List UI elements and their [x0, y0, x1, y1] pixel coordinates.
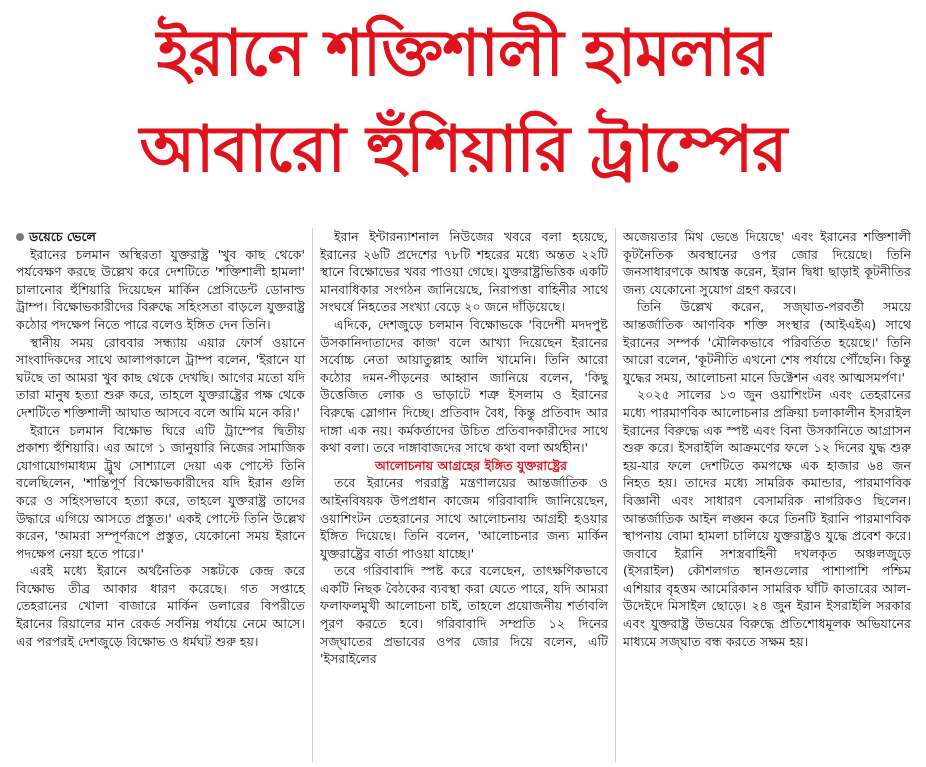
article-column-3 — [615, 228, 918, 762]
paragraph: এরই মধ্যে ইরানে অর্থনৈতিক সঙ্কটকে কেন্দ্র করে বিক্ষোভ তীব্র আকার ধারণ করেছে। গত সপ্তাহে তেহরানের খোলা বাজারে মার্কিন ডলারের বিপরীতে ইরানের রিয়ালের মান রেকর্ড সর্বনিম্ন পর্যায়ে নেমে আসে। এর পরপরই দেশজুড়ে বিক্ষোভ ও ধর্মঘট শুরু হয়। — [16, 563, 305, 649]
article-column-1 — [9, 228, 312, 762]
paragraph: স্থানীয় সময় রোববার সন্ধ্যায় এয়ার ফোর্স ওয়ানে সাংবাদিকদের সাথে আলাপকালে ট্রাম্প বলেন, 'ইরানে যা ঘটছে তা আমরা খুব কাছ থেকে দেখছি। আগের মতো যদি তারা মানুষ হত্যা শুরু করে, তাহলে যুক্তরাষ্ট্রের পক্ষ থেকে দেশটিতে শক্তিশালী আঘাত আসবে বলে আমি মনে করি।' — [16, 334, 305, 420]
article-columns — [9, 228, 919, 762]
article-column-2 — [312, 228, 615, 762]
paragraph: ইরানের চলমান অস্থিরতা যুক্তরাষ্ট্র 'খুব কাছ থেকে' পর্যবেক্ষণ করছে উল্লেখ করে দেশটিতে 'শক্তিশালী হামলা' চালানোর হুঁশিয়ারি দিয়েছেন মার্কিন প্রেসিডেন্ট ডোনাল্ড ট্রাম্প। বিক্ষোভকারীদের বিরুদ্ধে সহিংসতা বাড়লে যুক্তরাষ্ট্র কঠোর পদক্ষেপ নিতে পারে বলেও ইঙ্গিত দেন তিনি। — [16, 246, 305, 332]
dateline — [16, 228, 305, 246]
dateline-bullet-icon — [16, 233, 24, 241]
headline-line-1: ইরানে শক্তিশালী হামলার — [156, 17, 770, 91]
paragraph: ২০২৫ সালের ১৩ জুন ওয়াশিংটন এবং তেহরানের মধ্যে পারমাণবিক আলোচনার প্রক্রিয়া চলাকালীন ইসরাইল ইরানের বিরুদ্ধে এক স্পষ্ট এবং বিনা উসকানিতে আগ্রাসন শুরু করে। ইসরাইলি আক্রমণের ফলে ১২ দিনের যুদ্ধ শুরু হয়-যার ফলে দেশটিতে কমপক্ষে এক হাজার ৬৪ জন নিহত হয়। তাদের মধ্যে সামরিক কমান্ডার, পারমাণবিক বিজ্ঞানী এবং সাধারণ বেসামরিক নাগরিকও ছিলেন। আন্তর্জাতিক আইন লঙ্ঘন করে তিনটি ইরানি পারমাণবিক স্থাপনায় বোমা হামলা চালিয়ে যুক্তরাষ্ট্রও যুদ্ধে প্রবেশ করে। জবাবে ইরানি সশস্ত্রবাহিনী দখলকৃত অঞ্চলজুড়ে (ইসরাইল) কৌশলগত স্থানগুলোর পাশাপাশি পশ্চিম এশিয়ার বৃহত্তম আমেরিকান সামরিক ঘাঁটি কাতারের আল-উদেইদে মিসাইল ছোড়ে। ২৪ জুন ইরান ইসরাইলি সরকার এবং যুক্তরাষ্ট্র উভয়ের বিরুদ্ধে প্রতিশোধমূলক অভিযানের মাধ্যমে সজ্ঘাত বন্ধ করতে সক্ষম হয়। — [623, 387, 911, 649]
dateline-source: ডয়েচে ভেলে — [29, 229, 96, 244]
paragraph: ইরান ইন্টারন্যাশনাল নিউজের খবরে বলা হয়েছে, ইরানের ২৬টি প্রদেশের ৭৮টি শহরের মধ্যে অন্তত ২২টি স্থানে বিক্ষোভের খবর পাওয়া গেছে। যুক্তরাষ্ট্রভিত্তিক একটি মানবাধিকার সংগঠন জানিয়েছে, নিরাপত্তা বাহিনীর সাথে সংঘর্ষে নিহতের সংখ্যা বেড়ে ২০ জনে দাঁড়িয়েছে। — [320, 229, 608, 315]
paragraph: তবে ইরানের পররাষ্ট্র মন্ত্রণালয়ের আন্তর্জাতিক ও আইনবিষয়ক উপপ্রধান কাজেম গরিবাবাদি জানিয়েছেন, ওয়াশিংটন তেহরানের সাথে আলোচনায় আগ্রহী হওয়ার ইঙ্গিত দিয়েছে। তিনি বলেন, 'আলোচনার জন্য মার্কিন যুক্তরাষ্ট্রের বার্তা পাওয়া যাচ্ছে।' — [320, 475, 608, 561]
paragraph: ইরানে চলমান বিক্ষোভ ঘিরে এটি ট্রাম্পের দ্বিতীয় প্রকাশ্য হুঁশিয়ারি। এর আগে ১ জানুয়ারি নিজের সামাজিক যোগাযোগমাধ্যম ট্রুথ সোশ্যালে দেয়া এক পোস্টে তিনি বলেছিলেন, 'শান্তিপূর্ণ বিক্ষোভকারীদের যদি ইরান গুলি করে ও সহিংসভাবে হত্যা করে, তাহলে যুক্তরাষ্ট্র তাদের উদ্ধারে এগিয়ে আসতে প্রস্তুত।' একই পোস্টে তিনি উল্লেখ করেন, 'আমরা সম্পূর্ণরূপে প্রস্তুত, যেকোনো সময় ইরানে পদক্ষেপ নেয়া হতে পারে।' — [16, 422, 305, 561]
headline — [0, 6, 926, 198]
paragraph: এদিকে, দেশজুড়ে চলমান বিক্ষোভকে 'বিদেশী মদদপুষ্ট উসকানিদাতাদের কাজ' বলে আখ্যা দিয়েছেন ইরানের সর্বোচ্চ নেতা আয়াতুল্লাহ আলি খামেনি। তিনি আরো কঠোর দমন-পীড়নের আহ্বান জানিয়ে বলেন, 'কিছু উত্তেজিত লোক ও ভাড়াটে শত্রু ইসলাম ও ইরানের বিরুদ্ধে স্লোগান দিচ্ছে। প্রতিবাদ বৈধ, কিন্তু প্রতিবাদ আর দাঙ্গা এক নয়। কর্মকর্তাদের উচিত প্রতিবাদকারীদের সাথে কথা বলা। তবে দাঙ্গাবাজদের সাথে কথা বলা অর্থহীন।' — [320, 316, 608, 456]
paragraph: তবে গরিবাবাদি স্পষ্ট করে বলেছেন, তাৎক্ষণিকভাবে একটি নিছক বৈঠকের ব্যবস্থা করা যেতে পারে, যদি আমরা ফলাফলমুখী আলোচনা চাই, তাহলে প্রয়োজনীয় শর্তাবলি পূরণ করতে হবে। গরিবাবাদি সম্প্রতি ১২ দিনের সজ্ঘাতের প্রভাবের ওপর জোর দিয়ে বলেন, এটি 'ইসরাইলের — [320, 563, 608, 667]
paragraph: অজেয়তার মিথ ভেঙে দিয়েছে' এবং ইরানের শক্তিশালী কূটনৈতিক অবস্থানের ওপর জোর দিয়েছে। তিনি জনসাধারণকে আশ্বস্ত করেন, ইরান দ্বিধা ছাড়াই কূটনীতির জন্য যেকোনো সুযোগ গ্রহণ করবে। — [623, 229, 911, 297]
headline-line-2: আবারো হুঁশিয়ারি ট্রাম্পের — [139, 113, 787, 187]
paragraph: তিনি উল্লেখ করেন, সজ্ঘাত-পরবর্তী সময়ে আন্তর্জাতিক আণবিক শক্তি সংস্থার (আইএইএ) সাথে ইরানের সম্পর্ক 'মৌলিকভাবে পরিবর্তিত হয়েছে।' তিনি আরো বলেন, 'কূটনীতি এখনো শেষ পর্যায়ে পৌঁছেনি। কিন্তু যুদ্ধের সময়, আলোচনা মানে ডিক্টেশন এবং আত্মসমর্পণ।' — [623, 299, 911, 385]
subheading: আলোচনায় আগ্রহের ইঙ্গিত যুক্তরাষ্ট্রের — [374, 457, 568, 473]
